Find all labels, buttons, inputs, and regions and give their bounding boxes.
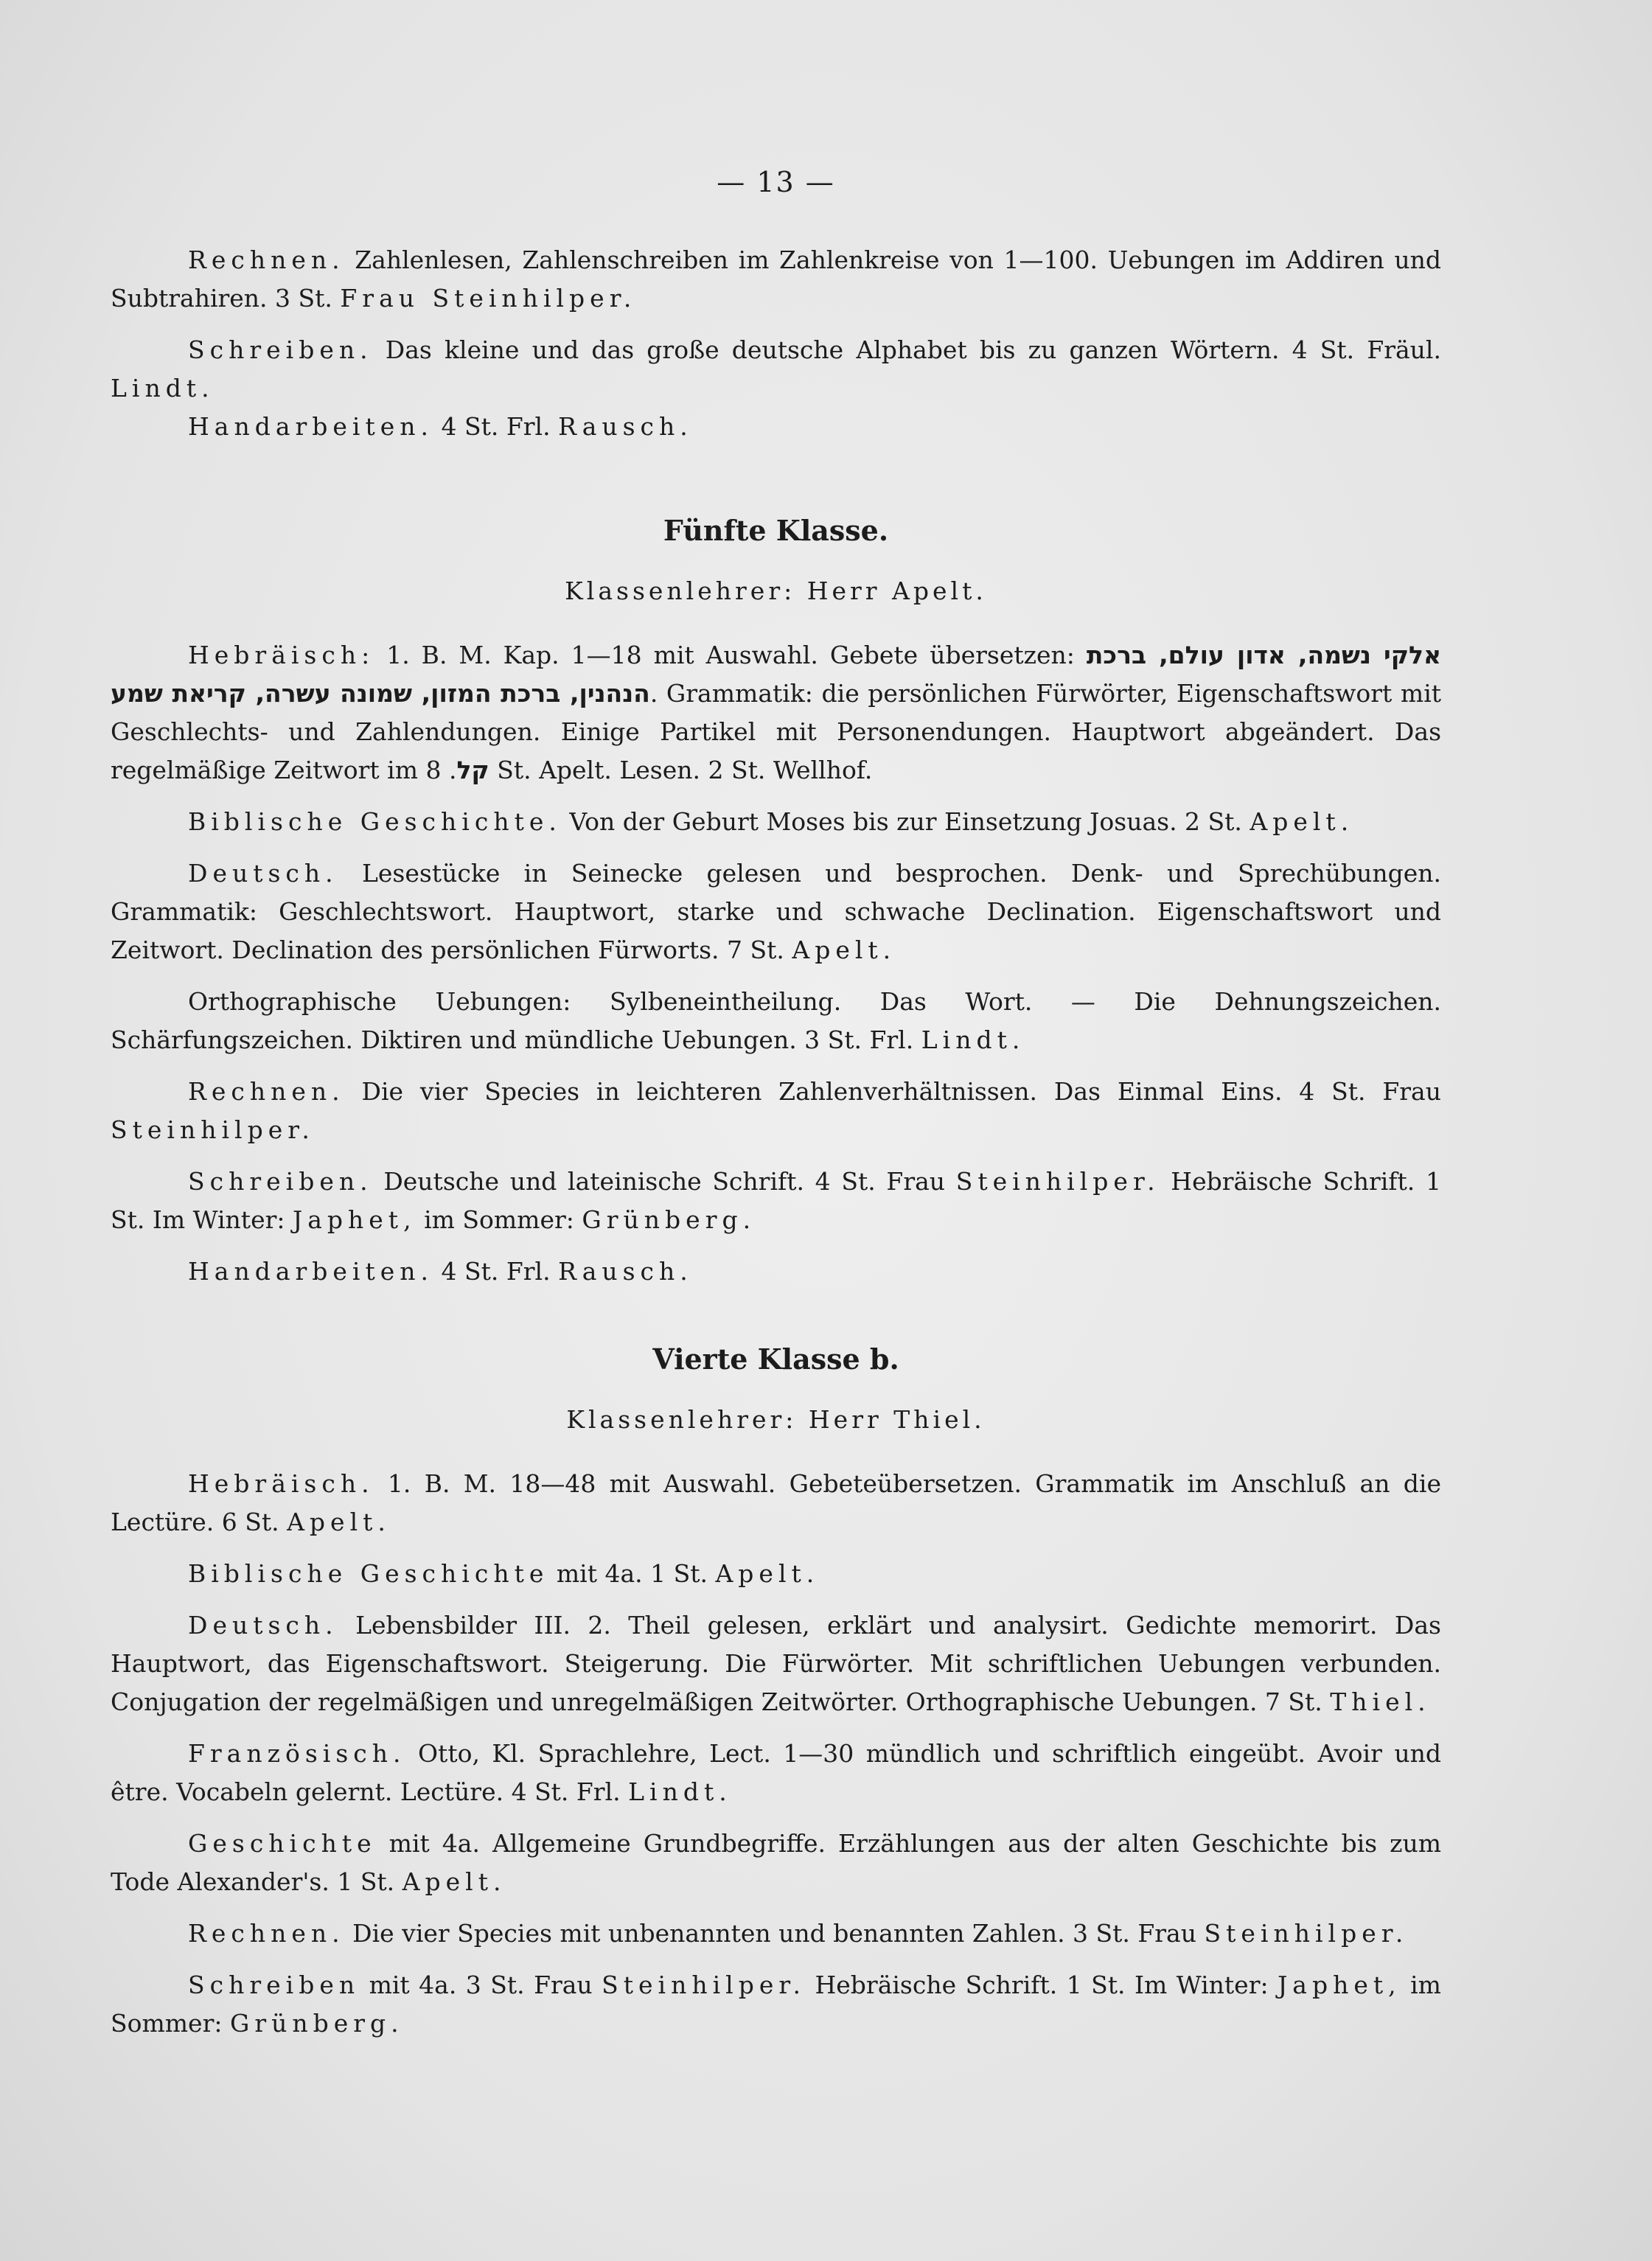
paragraph-geschichte-4b — [111, 1825, 1441, 1901]
paragraph-franzoesisch-4b — [111, 1735, 1441, 1811]
paragraph-text: 4 St. Frl. — [441, 412, 551, 441]
subject-label: Biblische Geschichte. — [188, 807, 562, 836]
teacher-name: Apelt. — [402, 1867, 506, 1896]
subject-label: Geschichte — [188, 1829, 377, 1858]
paragraph-text: Das kleine und das große deutsche Alphabet bis zu ganzen Wörtern. 4 St. Fräul. — [385, 335, 1441, 364]
paragraph-deutsch-4b — [111, 1606, 1441, 1721]
paragraph-text: mit 4a. 3 St. Frau — [369, 1971, 593, 1999]
teacher-name: Grünberg. — [229, 2009, 404, 2038]
paragraph-text: Die vier Species mit unbenannten und benannten Zahlen. 3 St. Frau — [352, 1919, 1196, 1948]
teacher-name: Steinhilper. — [111, 1115, 315, 1144]
paragraph-ortho-5 — [111, 983, 1441, 1059]
hebrew-prayers: אלקי נשמה, אדון עולם, ברכת הנהנין, ברכת המזון, שמונה עשרה, קריאת שמע — [111, 641, 1441, 708]
paragraph-text: Lesestücke in Seinecke gelesen und besprochen. Denk- und Sprechübungen. Grammatik: Geschlechtswort. Hauptwort, starke und schwache Declination. Eigenschaftswort und Zeitwort. Declination des persönlichen Fürworts. 7 St. — [111, 859, 1441, 964]
paragraph-text: 8 St. Apelt. Lesen. 2 St. Wellhof. — [425, 756, 873, 784]
paragraph-deutsch-5 — [111, 854, 1441, 969]
paragraph-text: Lebensbilder III. 2. Theil gelesen, erklärt und analysirt. Gedichte memorirt. Das Hauptwort, das Eigenschaftswort. Steigerung. Die Fürwörter. Mit schriftlichen Uebungen verbunden. Conjugation der regelmäßigen und unregelmäßigen Zeitwörter. Orthographische Uebungen. 7 St. — [111, 1611, 1441, 1716]
subject-label: Schreiben — [188, 1971, 360, 1999]
paragraph-text: Deutsche und lateinische Schrift. 4 St. Frau — [383, 1167, 946, 1196]
paragraph-hebraeisch-5: Hebräisch: 1. B. M. Kap. 1—18 mit Auswahl. Gebete übersetzen: אלקי נשמה, אדון עולם, ברכת הנהנין, ברכת המזון, שמונה עשרה, קריאת שמע. Grammatik: die persönlichen Fürwörter, Eigenschaftswort mit Geschlechts- und Zahlendungen. Einige Partikel mit Personendungen. Hauptwort abgeändert. Das regelmäßige Zeitwort im קל. 8 St. Apelt. Lesen. 2 St. Wellhof. — [111, 641, 1442, 784]
paragraph-text: Sylbeneintheilung. Das Wort. — Die Dehnungszeichen. Schärfungszeichen. Diktiren und mündliche Uebungen. 3 St. Frl. — [111, 987, 1441, 1054]
teacher-name: Frau Steinhilper. — [340, 284, 637, 313]
hebrew-kal: קל — [456, 756, 489, 784]
paragraph-text: 1. B. M. Kap. 1—18 mit Auswahl. Gebete übersetzen: — [386, 641, 1075, 669]
teacher-name: Steinhilper. — [955, 1167, 1160, 1196]
teacher-name: Apelt. — [1250, 807, 1354, 836]
paragraph-text: mit 4a. 1 St. — [556, 1559, 708, 1588]
subject-label: Schreiben. — [188, 335, 373, 364]
paragraph-text: Zahlenlesen, Zahlenschreiben im Zahlenkreise von 1—100. Uebungen im Addiren und Subtrahiren. 3 St. — [111, 245, 1441, 313]
class-teacher-vierte-b: Klassenlehrer: Herr Thiel. — [566, 1405, 986, 1434]
paragraph-schreiben-4b — [111, 1966, 1441, 2043]
teacher-name: Thiel. — [1330, 1687, 1431, 1716]
teacher-name: Rausch. — [558, 1257, 693, 1286]
paragraph-rechnen-top — [111, 241, 1441, 318]
teacher-name: Steinhilper. — [1204, 1919, 1409, 1948]
subject-label: Französisch. — [188, 1739, 406, 1768]
subject-label: Orthographische Uebungen: — [188, 987, 571, 1016]
teacher-name: Steinhilper. — [602, 1971, 806, 1999]
paragraph-text: mit 4a. Allgemeine Grundbegriffe. Erzählungen aus der alten Geschichte bis zum Tode Alexander's. 1 St. — [111, 1829, 1441, 1896]
paragraph-text: Hebräische Schrift. 1 St. Im Winter: — [815, 1971, 1269, 1999]
subject-label: Biblische Geschichte — [188, 1559, 549, 1588]
teacher-name: Apelt. — [792, 936, 896, 964]
page-number: — 13 — — [717, 166, 835, 198]
paragraph-rechnen-4b — [111, 1915, 1441, 1953]
paragraph-biblische-5 — [111, 803, 1441, 841]
paragraph-text: im Sommer: — [424, 1205, 574, 1234]
paragraph-text: 1. B. M. 18—48 mit Auswahl. Gebeteübersetzen. Grammatik im Anschluß an die Lectüre. 6 St. — [111, 1469, 1441, 1536]
teacher-name: Lindt. — [111, 374, 215, 403]
class-teacher-fuenfte: Klassenlehrer: Herr Apelt. — [565, 576, 987, 605]
paragraph-biblische-4b — [111, 1555, 1441, 1593]
section-title-vierte-b: Vierte Klasse b. — [652, 1342, 899, 1376]
teacher-name: Apelt. — [287, 1508, 391, 1536]
paragraph-hebraeisch-4b — [111, 1465, 1441, 1541]
subject-label: Rechnen. — [188, 1077, 345, 1106]
subject-label: Hebräisch. — [188, 1469, 374, 1498]
subject-label: Schreiben. — [188, 1167, 373, 1196]
paragraph-text: Von der Geburt Moses bis zur Einsetzung Josuas. 2 St. — [569, 807, 1242, 836]
subject-label: Handarbeiten. — [188, 412, 434, 441]
subject-label: Rechnen. — [188, 245, 345, 274]
teacher-name: Grünberg. — [582, 1205, 756, 1234]
teacher-name: Lindt. — [921, 1025, 1025, 1054]
teacher-name: Japhet, — [1278, 1971, 1401, 1999]
paragraph-text: Hebräische Schrift. 1 St. Im Winter: — [111, 1167, 1441, 1234]
teacher-name: Apelt. — [715, 1559, 820, 1588]
subject-label: Rechnen. — [188, 1919, 345, 1948]
paragraph-text: Grammatik: die persönlichen Fürwörter, Eigenschaftswort mit Geschlechts- und Zahlendungen. Einige Partikel mit Personendungen. Hauptwort abgeändert. Das regelmäßige Zeitwort im — [111, 679, 1442, 784]
paragraph-rechnen-5 — [111, 1073, 1441, 1149]
paragraph-handarbeiten-5 — [111, 1253, 1441, 1291]
paragraph-handarbeiten-top — [111, 408, 1441, 446]
teacher-name: Rausch. — [558, 412, 693, 441]
subject-label: Handarbeiten. — [188, 1257, 434, 1286]
paragraph-text: im Sommer: — [111, 1971, 1441, 2038]
teacher-name: Lindt. — [628, 1777, 732, 1806]
document-page — [111, 166, 1441, 2043]
paragraph-schreiben-5 — [111, 1163, 1441, 1239]
subject-label: Deutsch. — [188, 1611, 338, 1640]
paragraph-text: Otto, Kl. Sprachlehre, Lect. 1—30 mündlich und schriftlich eingeübt. Avoir und être. Vocabeln gelernt. Lectüre. 4 St. Frl. — [111, 1739, 1441, 1806]
paragraph-text: Die vier Species in leichteren Zahlenverhältnissen. Das Einmal Eins. 4 St. Frau — [361, 1077, 1441, 1106]
subject-label: Deutsch. — [188, 859, 338, 888]
subject-label: Hebräisch: — [188, 641, 375, 669]
section-title-fuenfte: Fünfte Klasse. — [663, 514, 889, 547]
paragraph-schreiben-top — [111, 331, 1441, 408]
teacher-name: Japhet, — [293, 1205, 417, 1234]
paragraph-text: 4 St. Frl. — [441, 1257, 551, 1286]
